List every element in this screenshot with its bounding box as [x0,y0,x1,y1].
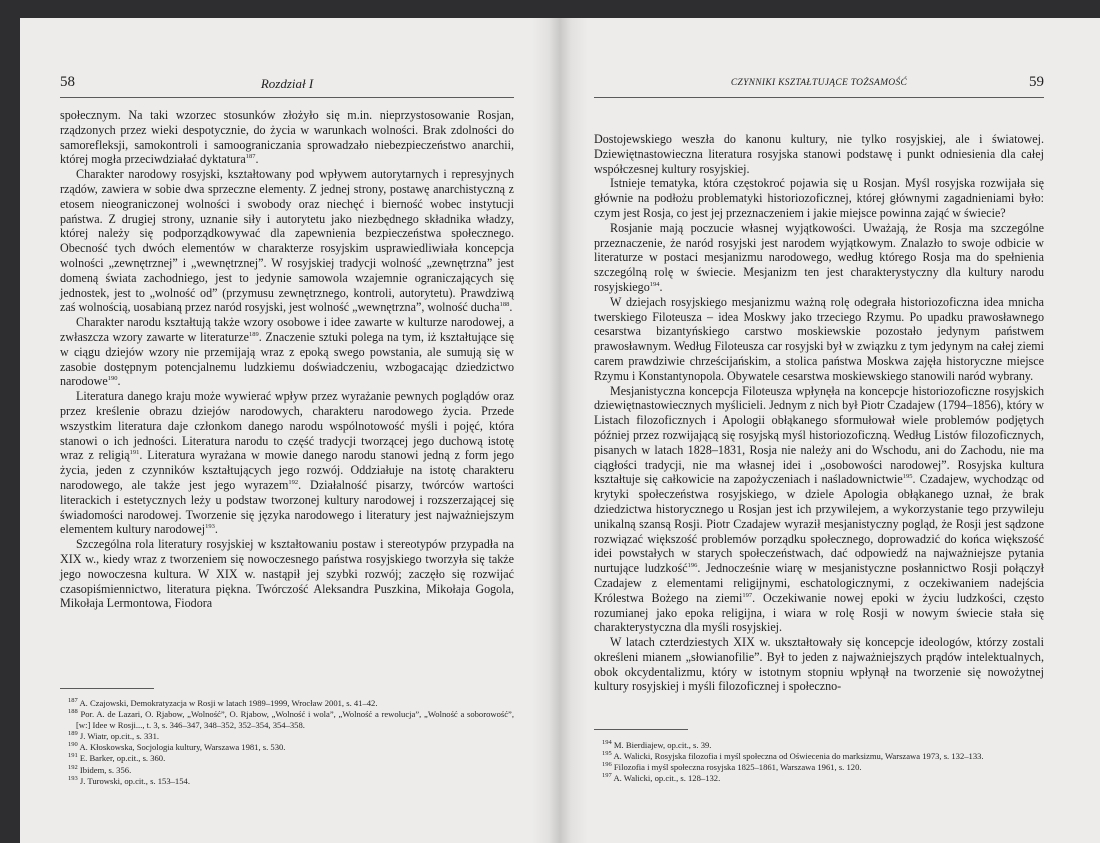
book-spread [20,18,1100,843]
right-footnotes [594,740,1044,784]
footnote-ref: 188 [499,301,510,309]
paragraph: Rosjanie mają poczucie własnej wyjątkowości. Uważają, że Rosja ma szczególne przeznaczenie, że naród rosyjski jest narodem wyjątkowym. Znalazło to swoje odbicie w literaturze w postaci mesjanizmu narodowego, według którego Rosja ma do spełnienia szczególną rolę w świecie. Mesjanizm ten jest charakterystyczny dla kultury narodu rosyjskiego$^{194}$. [594,220,1044,294]
footnote: $^{197}$ A. Walicki, op.cit., s. 128–132. [602,772,721,784]
left-body-text [60,108,514,611]
right-footnote-rule [594,729,688,730]
book-gutter [532,18,588,843]
footnote-ref: 187 [245,153,256,161]
paragraph: Literatura danego kraju może wywierać wpływ przez wyrażanie pewnych poglądów oraz przez kreślenie obrazu dziejów narodowych, charakteru narodowego życia. Przede wszystkim literatura daje członkom danego narodu wspólnotowość myśli i pojęć, która stanowi o ich jedności. Literatura narodu to część tradycji tworzącej jego duchową istotę wraz z religią$^{191}$. Literatura wyrażana w mowie danego narodu stanowi jedną z form jego życia, jeden z czynników kształtujących jego rozwój. Oddziałuje na istotę charakteru narodowego, ale także jest jego wyrazem$^{192}$. Działalność pisarzy, twórców wartości literackich i estetycznych leży u podstaw tworzonej kultury narodowej i rozszerzającej się świadomości narodowej. Tworzenie się języka narodowego i literatury jest najważniejszym elementem kultury narodowej$^{193}$. [60,389,514,537]
footnote-ref: 190 [107,375,118,383]
footnote: $^{195}$ A. Walicki, Rosyjska filozofia i myśl społeczna od Oświecenia do marksizmu, Warszawa 1973, s. 132–133. [602,750,984,762]
right-page [594,18,1044,843]
footnote: $^{194}$ M. Bierdiajew, op.cit., s. 39. [602,739,712,750]
paragraph: W latach czterdziestych XIX w. ukształtowały się koncepcje ideologów, którzy zostali określeni mianem „słowianofilie”. Był to jeden z najważniejszych prądów intelektualnych, obok okcydentalizmu, który w istotnym stopniu wpłynął na tworzenie się nowożytnej kultury rosyjskiej i myśli filozoficznej i społeczno- [594,635,1044,694]
footnote: $^{192}$ Ibidem, s. 356. [68,763,132,775]
left-footnotes [60,698,514,787]
footnote-ref: 191 [129,449,140,457]
paragraph: Charakter narodowy rosyjski, kształtowany pod wpływem autorytarnych i represyjnych rządów, zawiera w sobie dwa sprzeczne elementy. Z jednej strony, postawę anarchistyczną z etosem nieograniczonej wolności i swobody oraz niechęć i bierność wobec instytucji państwa. Z drugiej strony, uznanie siły i autorytetu jako niezbędnego składnika władzy, której należy się podporządkowywać dla zapewnienia bezpieczeństwa społecznego. Obecność tych dwóch elementów w charakterze rosyjskim usprawiedliwiała koncepcja wolności „zewnętrznej” i „wewnętrznej”. W rosyjskiej tradycji wolność „zewnętrzna” jest domeną świata zachodniego, jest to jedynie samowola wzajemnie ograniczających się jednostek, jest to „wolność od” (przymusu zewnętrznego, kontroli, autorytetu). Prawdziwą zaś wolnością, uosabianą przez naród rosyjski, jest wolność „wewnętrzna”, wolność ducha$^{188}$. [60,167,514,315]
footnote: $^{188}$ Por. A. de Lazari, O. Rjabow, „Wolność”, O. Rjabow, „Wolność i wola”, „Wolność a rewolucja”, „Wolność a soborowość”, [w:] Idee w Rosji..., t. 3, s. 346–347, 348–352, 352–354, 354–358. [68,708,514,731]
left-running-head [60,76,514,92]
left-page [60,18,514,843]
right-running-head [594,76,1044,92]
footnote: $^{193}$ J. Turowski, op.cit., s. 153–154. [68,774,190,786]
footnote: $^{189}$ J. Wiatr, op.cit., s. 331. [68,730,160,742]
left-page-number: 58 [60,74,75,90]
footnote-ref: 196 [687,562,698,570]
paragraph: Mesjanistyczna koncepcja Filoteusza wpłynęła na koncepcje historiozoficzne rosyjskich dziewiętnastowiecznych myślicieli. Jednym z nich był Piotr Czadajew (1794–1856), który w Listach filozoficznych i Apologii obłąkanego sformułował wiele problemów podjętych później przez rozwijającą się rosyjską myśl historiozoficzną. Według Listów filozoficznych, pisanych w latach 1828–1831, Rosja nie należy ani do Wschodu, ani do Zachodu, nie ma ciągłości tradycji, nie ma własnej idei i „osobowości narodowej”. Rosyjska kultura kształtuje się całkowicie na zapożyczeniach i naśladownictwie$^{195}$. Czadajew, wychodząc od krytyki społeczeństwa rosyjskiego, w dziele Apologia obłąkanego uznał, że brak dziedzictwa historycznego u Rosjan jest ich przywilejem, a wykorzystanie tego przywileju unikalną szansą Rosji. Piotr Czadajew wyraził mesjanistyczny pogląd, że Rosji jest sądzone rozwiązać większość problemów porządku społecznego, doprowadzić do końca większość idei powstałych w starych społeczeństwach, dać odpowiedź na najważniejsze pytania nurtujące ludzkość$^{196}$. Jednocześnie wiarę w mesjanistyczne posłannictwo Rosji połączył Czadajew z elementami religijnymi, eschatologicznymi, z oczekiwaniem nadejścia Królestwa Bożego na ziemi$^{197}$. Oczekiwanie nowej epoki w życiu ludzkości, często rozumianej jako epoka religijna, i wiara w rolę Rosji w nowym świecie stała się charakterystyczna dla myśli rosyjskiej. [594,383,1045,635]
paragraph: Istnieje tematyka, która częstokroć pojawia się u Rosjan. Myśl rosyjska rozwijała się głównie na podłożu problematyki historiozoficznej, której głównymi zagadnieniami było: czym jest Rosja, co jest jej przeznaczeniem i jakie miejsce powinna zająć w świecie? [594,176,1044,220]
paragraph: W dziejach rosyjskiego mesjanizmu ważną rolę odegrała historiozoficzna idea mnicha twerskiego Filoteusza – idea Moskwy jako trzeciego Rzymu. Po upadku prawosławnego cesarstwa bizantyńskiego carstwo moskiewskie pozostało jedynym państwem prawosławnym. Według Filoteusza car rosyjski był w związku z tym jedynym na całej ziemi carem prawdziwie chrześcijańskim, a stolica państwa Moskwa zajęła historyczne miejsce Rzymu i Konstantynopola. Obywatele cesarstwa moskiewskiego stanowili naród wybrany. [594,294,1044,383]
right-page-number: 59 [1029,74,1044,90]
footnote-ref: 197 [742,591,753,599]
footnote-ref: 189 [249,330,259,338]
footnote: $^{190}$ A. Kłoskowska, Socjologia kultury, Warszawa 1981, s. 530. [68,741,286,753]
footnote-ref: 193 [205,523,215,531]
paragraph: Dostojewskiego weszła do kanonu kultury, nie tylko rosyjskiej, ale i światowej. Dziewiętnastowieczna literatura rosyjska stanowi podstawę i punkt odniesienia dla całej współczesnej kultury rosyjskiej. [594,132,1044,176]
footnote-ref: 194 [649,280,660,288]
paragraph: Charakter narodu kształtują także wzory osobowe i idee zawarte w kulturze narodowej, a zwłaszcza wzory zawarte w literaturze$^{189}$. Znaczenie sztuki polega na tym, iż kształtujące się w ciągu dziejów wzory nie przemijają wraz z epoką swego powstania, ale sumują się w zasobie dostępnym potencjalnemu ludzkiemu doświadczeniu, wzbogacając dziedzictwo narodowe$^{190}$. [60,315,514,389]
footnote-ref: 192 [288,478,299,486]
right-section-title: CZYNNIKI KSZTAŁTUJĄCE TOŻSAMOŚĆ [730,78,908,88]
footnote: $^{187}$ A. Czajowski, Demokratyzacja w Rosji w latach 1989–1999, Wrocław 2001, s. 41–42. [68,697,378,708]
paragraph: Szczególna rola literatury rosyjskiej w kształtowaniu postaw i stereotypów przypadła na XIX w., kiedy wraz z tworzeniem się nowoczesnego państwa rosyjskiego tworzyła się także jego nowoczesna kultura. W XIX w. nastąpił jej szybki rozwój; zaczęło się rozwijać czasopiśmiennictwo, literatura piękna. Twórczość Aleksandra Puszkina, Mikołaja Gogola, Mikołaja Lermontowa, Fiodora [60,537,514,611]
right-body-text [594,132,1044,694]
footnote-ref: 195 [902,473,913,481]
left-header-rule [60,97,514,98]
footnote: $^{191}$ E. Barker, op.cit., s. 360. [68,752,166,764]
paragraph: społecznym. Na taki wzorzec stosunków złożyło się m.in. nieprzystosowanie Rosjan, rządzonych przez wieki despotycznie, do życia w warunkach wolności. Brak zdolności do samorefleksji, samokontroli i samoograniczania sprowadzało niebezpieczeństwo anarchii, której mogła przeciwdziałać dyktatura$^{187}$. [60,108,514,167]
left-chapter-title: Rozdział I [260,76,314,91]
right-header-rule [594,97,1044,98]
left-footnote-rule [60,688,154,689]
footnote: $^{196}$ Filozofia i myśl społeczna rosyjska 1825–1861, Warszawa 1961, s. 120. [602,761,862,773]
